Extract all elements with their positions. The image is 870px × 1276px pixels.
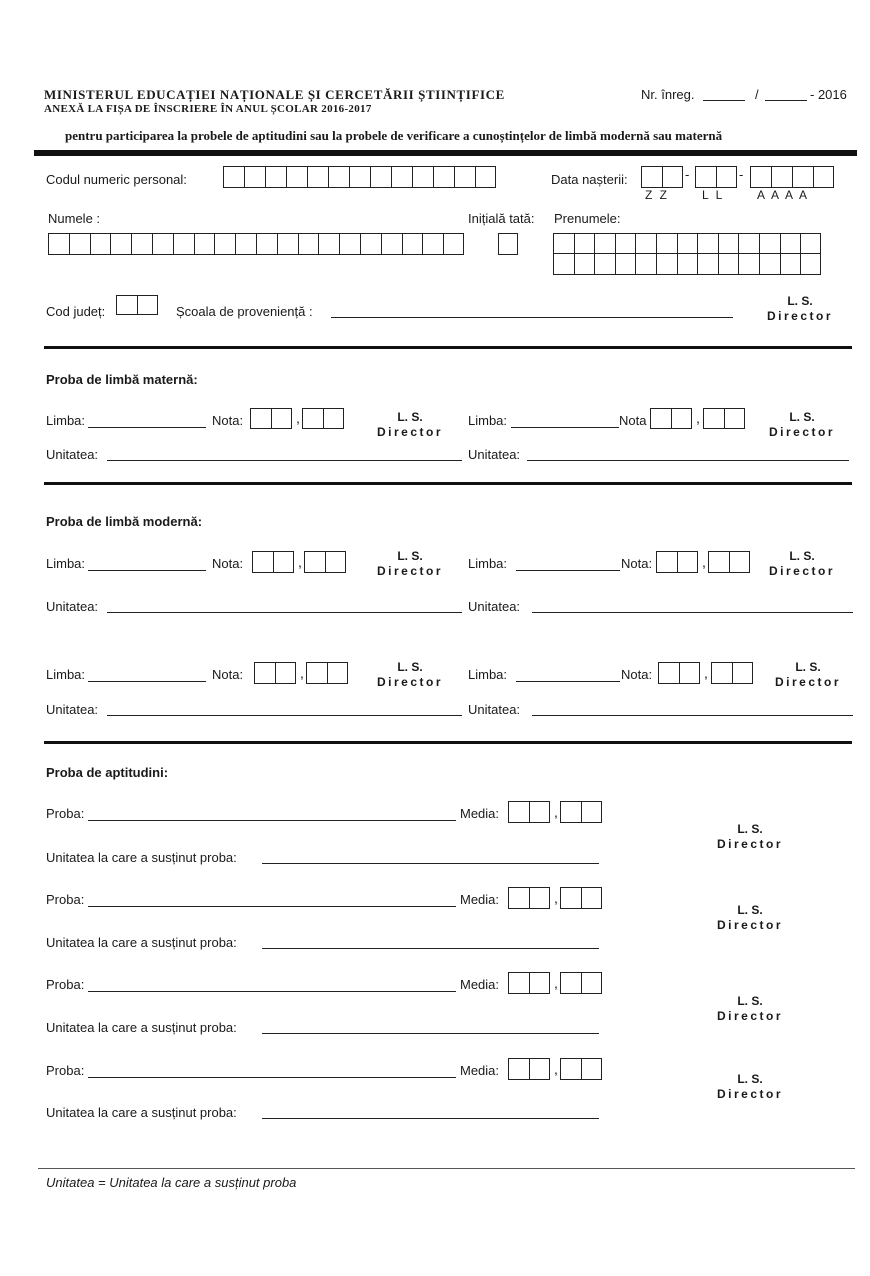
ml2-left-unitatea-label: Unitatea: (46, 702, 99, 717)
mt-right-nota-integer[interactable] (650, 408, 692, 429)
stamp-director: L. S. Director (716, 822, 783, 851)
mt-left-nota-decimal[interactable] (302, 408, 344, 429)
reg-year: - 2016 (810, 87, 847, 102)
mt-right-nota-decimal[interactable] (703, 408, 745, 429)
ml1-left-unitatea-label: Unitatea: (46, 599, 99, 614)
apt4-unitatea-label: Unitatea la care a susținut proba: (46, 1105, 237, 1120)
mt-left-unitatea-line[interactable] (107, 460, 462, 461)
ml1-right-nota-integer[interactable] (656, 551, 698, 573)
first-name-boxes-row-1[interactable] (553, 233, 821, 254)
ministry-title: MINISTERUL EDUCAȚIEI NAȚIONALE ȘI CERCETĂRII ȘTIINȚIFICE (44, 87, 505, 102)
ml2-right-unitatea-line[interactable] (532, 715, 853, 716)
ml2-left-nota-label: Nota: (212, 667, 244, 682)
apt3-proba-line[interactable] (88, 991, 456, 992)
stamp-director: L. S. Director (716, 1072, 783, 1101)
mt-right-unitatea-line[interactable] (527, 460, 849, 461)
reg-separator: / (755, 87, 759, 102)
birth-year-format: A A A A (757, 188, 810, 202)
ml2-left-nota-integer[interactable] (254, 662, 296, 684)
ml1-right-unitatea-line[interactable] (532, 612, 853, 613)
ml1-left-comma: , (298, 554, 302, 570)
birth-dash-2: - (739, 167, 744, 182)
apt1-comma: , (554, 804, 558, 820)
apt2-media-decimal[interactable] (560, 887, 602, 909)
footnote: Unitatea = Unitatea la care a susținut proba (46, 1175, 297, 1190)
section-divider (44, 482, 852, 485)
first-name-boxes-row-2[interactable] (553, 253, 821, 275)
ml2-right-nota-decimal[interactable] (711, 662, 753, 684)
apt3-unitatea-label: Unitatea la care a susținut proba: (46, 1020, 237, 1035)
form-purpose: pentru participarea la probele de aptitudini sau la probele de verificare a cunoștințelor de limbă modernă sau maternă (65, 128, 723, 143)
apt3-media-integer[interactable] (508, 972, 550, 994)
apt1-media-label: Media: (460, 806, 500, 821)
apt2-proba-label: Proba: (46, 892, 85, 907)
stamp-director: L. S. Director (766, 294, 833, 323)
ml1-right-nota-decimal[interactable] (708, 551, 750, 573)
apt4-unitatea-line[interactable] (262, 1118, 599, 1119)
stamp-director: L. S. Director (768, 549, 835, 578)
stamp-director: L. S. Director (376, 549, 443, 578)
ml1-right-unitatea-label: Unitatea: (468, 599, 521, 614)
ml1-left-nota-integer[interactable] (252, 551, 294, 573)
ml1-right-limba-line[interactable] (516, 570, 620, 571)
ml1-right-nota-label: Nota: (621, 556, 653, 571)
mt-left-unitatea-label: Unitatea: (46, 447, 99, 462)
apt1-media-integer[interactable] (508, 801, 550, 823)
ml2-left-nota-decimal[interactable] (306, 662, 348, 684)
stamp-director: L. S. Director (716, 903, 783, 932)
mt-right-unitatea-label: Unitatea: (468, 447, 521, 462)
father-initial-label: Inițială tată: (468, 211, 535, 226)
mt-right-nota-label: Nota (619, 413, 647, 428)
county-code-boxes[interactable] (116, 295, 158, 315)
mt-left-nota-label: Nota: (212, 413, 244, 428)
stamp-director: L. S. Director (376, 410, 443, 439)
county-code-label: Cod județ: (46, 304, 106, 319)
modern-language-title: Proba de limbă modernă: (46, 514, 203, 529)
mt-right-comma: , (696, 410, 700, 426)
ml1-left-limba-line[interactable] (88, 570, 206, 571)
mt-right-limba-line[interactable] (511, 427, 619, 428)
apt4-comma: , (554, 1061, 558, 1077)
apt1-proba-label: Proba: (46, 806, 85, 821)
apt2-unitatea-label: Unitatea la care a susținut proba: (46, 935, 237, 950)
apt2-unitatea-line[interactable] (262, 948, 599, 949)
apt3-media-label: Media: (460, 977, 500, 992)
birth-date-label: Data nașterii: (551, 172, 628, 187)
birth-month-format: L L (702, 188, 725, 202)
apt4-media-integer[interactable] (508, 1058, 550, 1080)
ml2-left-unitatea-line[interactable] (107, 715, 462, 716)
birth-dash-1: - (685, 167, 690, 182)
apt3-comma: , (554, 975, 558, 991)
ml1-right-limba-label: Limba: (468, 556, 508, 571)
apt3-proba-label: Proba: (46, 977, 85, 992)
ml1-left-nota-decimal[interactable] (304, 551, 346, 573)
apt2-proba-line[interactable] (88, 906, 456, 907)
section-divider (44, 346, 852, 349)
mt-right-limba-label: Limba: (468, 413, 508, 428)
stamp-director: L. S. Director (716, 994, 783, 1023)
ml2-left-limba-line[interactable] (88, 681, 206, 682)
apt1-unitatea-line[interactable] (262, 863, 599, 864)
stamp-director: L. S. Director (774, 660, 841, 689)
ml1-left-unitatea-line[interactable] (107, 612, 462, 613)
apt3-unitatea-line[interactable] (262, 1033, 599, 1034)
apt1-unitatea-label: Unitatea la care a susținut proba: (46, 850, 237, 865)
stamp-director: L. S. Director (376, 660, 443, 689)
mt-left-comma: , (296, 410, 300, 426)
birth-month-boxes[interactable] (695, 166, 737, 188)
mt-left-limba-line[interactable] (88, 427, 206, 428)
header-divider (34, 150, 857, 156)
ml1-left-limba-label: Limba: (46, 556, 86, 571)
apt4-media-label: Media: (460, 1063, 500, 1078)
reg-number-line[interactable] (703, 100, 745, 101)
birth-year-boxes[interactable] (750, 166, 834, 188)
ml2-right-limba-label: Limba: (468, 667, 508, 682)
last-name-boxes[interactable] (48, 233, 464, 255)
ml2-right-limba-line[interactable] (516, 681, 620, 682)
section-divider (44, 741, 852, 744)
apt2-media-label: Media: (460, 892, 500, 907)
stamp-director: L. S. Director (768, 410, 835, 439)
apt4-media-decimal[interactable] (560, 1058, 602, 1080)
apt1-media-decimal[interactable] (560, 801, 602, 823)
school-origin-line[interactable] (331, 317, 733, 318)
apt1-proba-line[interactable] (88, 820, 456, 821)
ml2-right-nota-integer[interactable] (658, 662, 700, 684)
reg-date-line[interactable] (765, 100, 807, 101)
ml2-right-nota-label: Nota: (621, 667, 653, 682)
ml2-left-comma: , (300, 665, 304, 681)
first-name-label: Prenumele: (554, 211, 621, 226)
apt2-media-integer[interactable] (508, 887, 550, 909)
apt4-proba-label: Proba: (46, 1063, 85, 1078)
mt-left-nota-integer[interactable] (250, 408, 292, 429)
cnp-label: Codul numeric personal: (46, 172, 187, 187)
ml1-right-comma: , (702, 554, 706, 570)
registration-number: Nr. înreg. (641, 87, 695, 102)
apt4-proba-line[interactable] (88, 1077, 456, 1078)
apt3-media-decimal[interactable] (560, 972, 602, 994)
last-name-label: Numele : (48, 211, 101, 226)
footer-divider (38, 1168, 855, 1169)
school-origin-label: Școala de proveniență : (176, 304, 313, 319)
mother-tongue-title: Proba de limbă maternă: (46, 372, 198, 387)
aptitude-title: Proba de aptitudini: (46, 765, 169, 780)
ml2-left-limba-label: Limba: (46, 667, 86, 682)
annex-title: ANEXĂ LA FIȘA DE ÎNSCRIERE ÎN ANUL ȘCOLAR 2016-2017 (44, 103, 372, 115)
birth-day-boxes[interactable] (641, 166, 683, 188)
ml2-right-comma: , (704, 665, 708, 681)
birth-day-format: Z Z (645, 188, 669, 202)
ml1-left-nota-label: Nota: (212, 556, 244, 571)
father-initial-box[interactable] (498, 233, 518, 255)
cnp-boxes[interactable] (223, 166, 496, 188)
ml2-right-unitatea-label: Unitatea: (468, 702, 521, 717)
apt2-comma: , (554, 890, 558, 906)
mt-left-limba-label: Limba: (46, 413, 86, 428)
